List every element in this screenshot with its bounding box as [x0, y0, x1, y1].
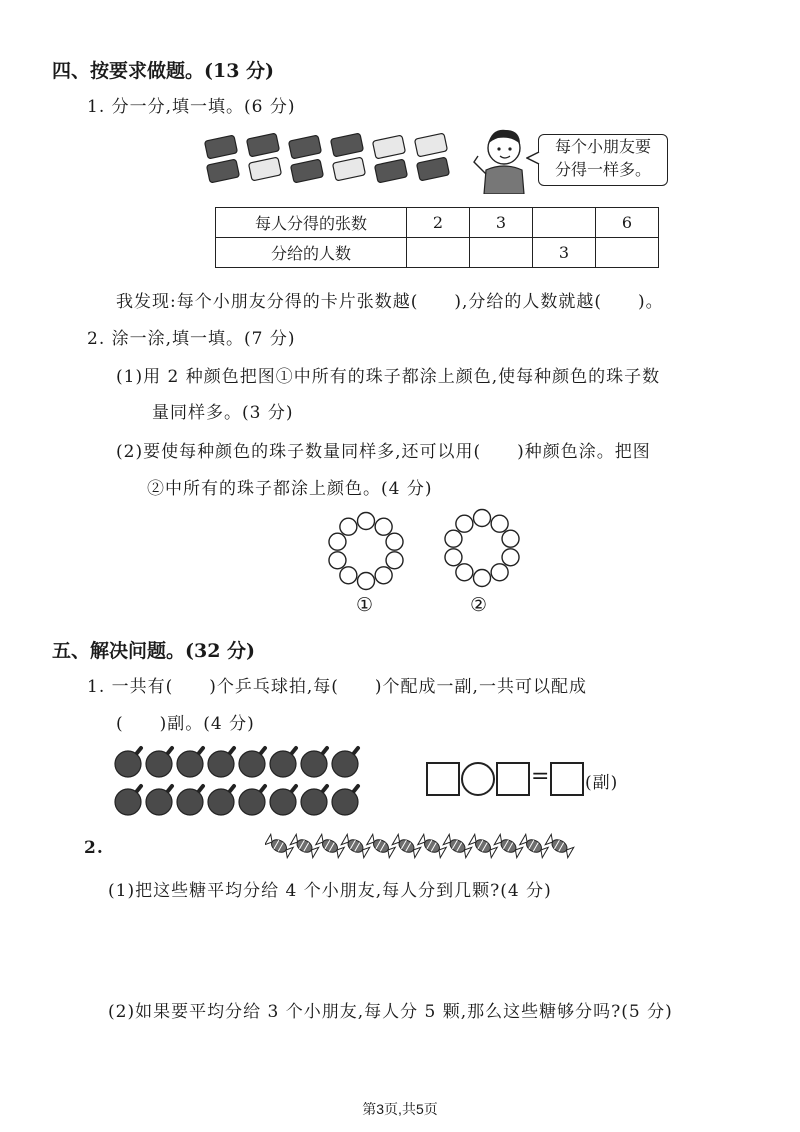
candy-icon — [392, 834, 421, 857]
table-cell[interactable] — [407, 238, 470, 268]
candy-icon — [520, 834, 549, 857]
answer-box-2[interactable] — [496, 762, 530, 796]
equals-sign: = — [531, 764, 550, 789]
candy-icon — [494, 834, 523, 857]
q2-part1-line2: 量同样多。(3 分) — [152, 403, 294, 423]
paddle-icon — [301, 748, 327, 777]
bead-rings — [320, 505, 540, 595]
bead[interactable] — [358, 573, 375, 590]
table-cell: 2 — [407, 208, 470, 238]
card — [416, 157, 449, 181]
paddle-icon — [270, 786, 296, 815]
bead[interactable] — [329, 552, 346, 569]
table-cell[interactable] — [533, 208, 596, 238]
paddle-icon — [208, 786, 234, 815]
card — [206, 159, 239, 183]
s5-q1-line2: ( )副。(4 分) — [116, 714, 255, 734]
bead[interactable] — [386, 552, 403, 569]
paddle-icon — [177, 786, 203, 815]
q2-part2-line2: ②中所有的珠子都涂上颜色。(4 分) — [147, 479, 433, 499]
answer-box-1[interactable] — [426, 762, 460, 796]
bead[interactable] — [386, 533, 403, 550]
paddle-icon — [332, 786, 358, 815]
paddle-icon — [239, 786, 265, 815]
figure-label-2: ② — [470, 594, 489, 616]
candy-icon — [265, 834, 293, 857]
card — [248, 157, 281, 181]
bead[interactable] — [502, 549, 519, 566]
card — [246, 133, 279, 157]
paddle-icon — [146, 748, 172, 777]
paddle-icon — [208, 748, 234, 777]
candy-icon — [418, 834, 447, 857]
q2-label: 2. 涂一涂,填一填。(7 分) — [87, 329, 296, 349]
bead[interactable] — [340, 567, 357, 584]
table-cell[interactable] — [596, 238, 659, 268]
unit-label: (副) — [585, 773, 619, 793]
table-cell[interactable] — [470, 238, 533, 268]
bead-ring-1 — [329, 513, 403, 590]
bead[interactable] — [445, 530, 462, 547]
candy-icon — [469, 834, 498, 857]
card — [330, 133, 363, 157]
bead[interactable] — [445, 549, 462, 566]
candy-icon — [367, 834, 396, 857]
bead[interactable] — [474, 570, 491, 587]
candies-illustration — [265, 828, 590, 864]
section4-title: 四、按要求做题。(13 分) — [52, 60, 275, 82]
card — [204, 135, 237, 159]
card — [288, 135, 321, 159]
paddle-icon — [332, 748, 358, 777]
answer-box-3[interactable] — [550, 762, 584, 796]
bead[interactable] — [456, 515, 473, 532]
bead-ring-2 — [445, 510, 519, 587]
paddle-icon — [301, 786, 327, 815]
speech-line: 每个小朋友要 — [554, 137, 651, 156]
paddle-icon — [115, 748, 141, 777]
speech-bubble — [538, 134, 668, 186]
candy-icon — [545, 834, 574, 857]
card — [374, 159, 407, 183]
bead[interactable] — [375, 518, 392, 535]
card — [372, 135, 405, 159]
operator-circle[interactable] — [461, 762, 495, 796]
bead[interactable] — [502, 530, 519, 547]
paddle-icon — [146, 786, 172, 815]
bead[interactable] — [340, 518, 357, 535]
s5-q2-part1: (1)把这些糖平均分给 4 个小朋友,每人分到几颗?(4 分) — [108, 881, 552, 901]
candy-icon — [290, 834, 319, 857]
table-row — [216, 238, 659, 268]
card — [414, 133, 447, 157]
speech-line: 分得一样多。 — [554, 160, 651, 179]
finding-text: 我发现:每个小朋友分得的卡片张数越( ),分给的人数就越( )。 — [116, 292, 664, 312]
paddle-icon — [115, 786, 141, 815]
table-row-header: 分给的人数 — [216, 238, 407, 268]
figure-label-1: ① — [356, 594, 375, 616]
bead[interactable] — [491, 515, 508, 532]
bead[interactable] — [474, 510, 491, 527]
table-cell: 3 — [470, 208, 533, 238]
candy-icon — [443, 834, 472, 857]
card — [332, 157, 365, 181]
bead[interactable] — [375, 567, 392, 584]
q2-part2-line1: (2)要使每种颜色的珠子数量同样多,还可以用( )种颜色涂。把图 — [116, 442, 651, 462]
q2-part1-line1: (1)用 2 种颜色把图①中所有的珠子都涂上颜色,使每种颜色的珠子数 — [116, 367, 661, 387]
bubble-tail — [526, 150, 540, 166]
bead[interactable] — [358, 513, 375, 530]
paddle-icon — [177, 748, 203, 777]
section5-title: 五、解决问题。(32 分) — [52, 640, 256, 662]
bead[interactable] — [329, 533, 346, 550]
table-cell: 3 — [533, 238, 596, 268]
bead[interactable] — [456, 564, 473, 581]
candy-icon — [316, 834, 345, 857]
page-footer: 第3页,共5页 — [362, 1101, 438, 1117]
paddles-illustration — [112, 740, 367, 825]
card — [290, 159, 323, 183]
distribution-table — [215, 207, 659, 268]
table-row — [216, 208, 659, 238]
table-cell: 6 — [596, 208, 659, 238]
bead[interactable] — [491, 564, 508, 581]
q1-label: 1. 分一分,填一填。(6 分) — [87, 97, 296, 117]
paddle-icon — [239, 748, 265, 777]
candy-icon — [341, 834, 370, 857]
s5-q1-line1: 1. 一共有( )个乒乓球拍,每( )个配成一副,一共可以配成 — [87, 677, 587, 697]
paddle-icon — [270, 748, 296, 777]
s5-q2-part2: (2)如果要平均分给 3 个小朋友,每人分 5 颗,那么这些糖够分吗?(5 分) — [108, 1002, 673, 1022]
table-row-header: 每人分得的张数 — [216, 208, 407, 238]
cards-illustration — [200, 132, 460, 190]
s5-q2-label: 2. — [84, 838, 104, 858]
